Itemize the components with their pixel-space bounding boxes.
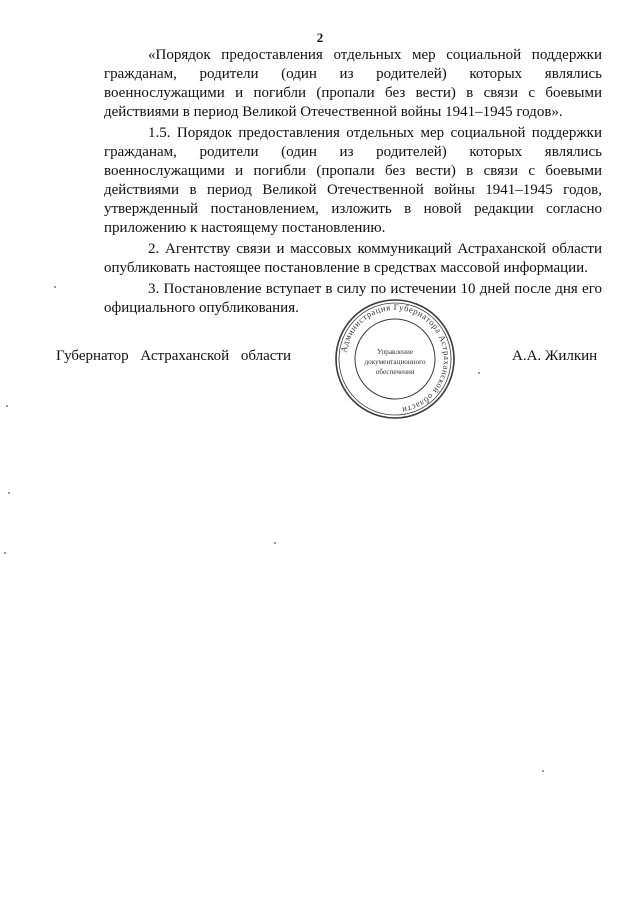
- page-number: 2: [316, 30, 324, 45]
- seal-center-line-1: Управление: [376, 348, 414, 356]
- seal-ring-text: Администрация Губернатора Астраханской области: [338, 301, 453, 416]
- paragraph-3: 3. Постановление вступает в силу по истечении 10 дней после дня его официального опубликования.: [104, 281, 602, 316]
- seal-center-line-2: документационного: [364, 358, 426, 366]
- scan-speck: [542, 770, 544, 772]
- scan-speck: [274, 542, 276, 544]
- document-body: [104, 46, 602, 320]
- signatory-name: А.А. Жилкин: [512, 348, 598, 364]
- signatory-position: Губернатор Астраханской области: [56, 348, 292, 364]
- scan-speck: [54, 286, 56, 288]
- scan-speck: [478, 372, 480, 374]
- scan-speck: [6, 405, 8, 407]
- scan-speck: [4, 552, 6, 554]
- paragraph-quoted-title: «Порядок предоставления отдельных мер социальной поддержки гражданам, родители (один из родителей) которых являлись военнослужащими и погибли (пропали без вести) в связи с боевыми действиями в период Великой Отечественной войны 1941–1945 годов».: [104, 47, 602, 120]
- seal-center-line-3: обеспечения: [375, 368, 415, 376]
- paragraph-2: 2. Агентству связи и массовых коммуникаций Астраханской области опубликовать настоящее постановление в средствах массовой информации.: [104, 241, 602, 276]
- official-seal: [333, 297, 457, 421]
- paragraph-1-5: 1.5. Порядок предоставления отдельных мер социальной поддержки гражданам, родители (один из родителей) которых являлись военнослужащими и погибли (пропали без вести) в связи с боевыми действиями в период Великой Отечественной войны 1941–1945 годов, утвержденный постановлением, изложить в новой редакции согласно приложению к настоящему постановлению.: [104, 125, 602, 236]
- scan-speck: [8, 492, 10, 494]
